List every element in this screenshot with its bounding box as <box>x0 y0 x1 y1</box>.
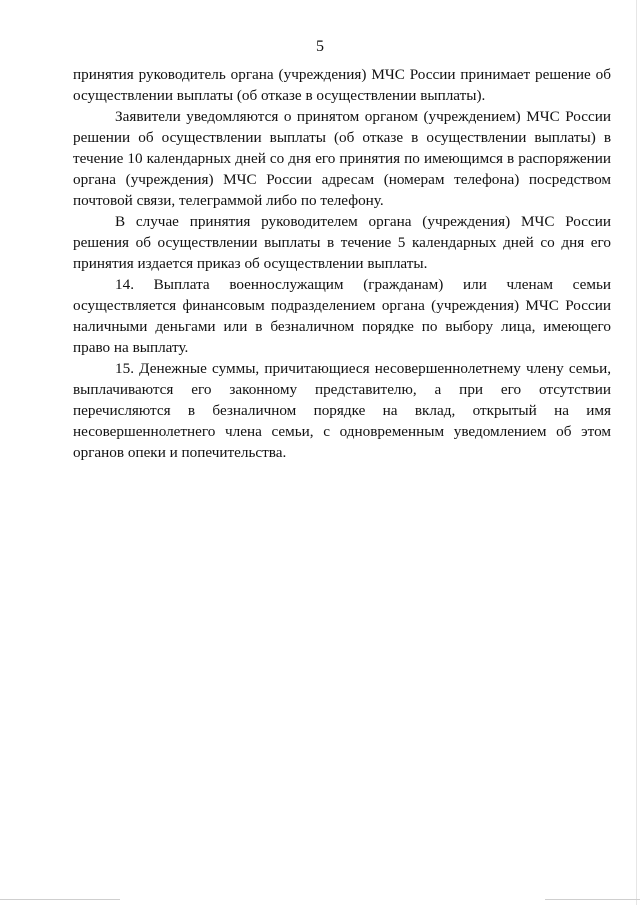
paragraph-item-15: 15. Денежные суммы, причитающиеся несовершеннолетнему члену семьи, выплачиваются его законному представителю, а при его отсутствии перечисляются в безналичном порядке на вклад, открытый на имя несовершеннолетнего члена семьи, с одновременным уведомлением об этом органов опеки и попечительства. <box>73 360 611 461</box>
document-body <box>73 64 611 463</box>
paragraph-order: В случае принятия руководителем органа (учреждения) МЧС России решения об осуществлении выплаты в течение 5 календарных дней со дня его принятия издается приказ об осуществлении выплаты. <box>73 213 611 272</box>
scan-mark-right-edge <box>636 0 637 905</box>
scan-mark-bottom-left <box>0 899 120 900</box>
page-number: 5 <box>316 38 324 55</box>
paragraph-item-14: 14. Выплата военнослужащим (гражданам) или членам семьи осуществляется финансовым подразделением органа (учреждения) МЧС России наличными деньгами или в безналичном порядке по выбору лица, имеющего право на выплату. <box>73 276 611 356</box>
paragraph-notification: Заявители уведомляются о принятом органом (учреждением) МЧС России решении об осуществлении выплаты (об отказе в осуществлении выплаты) в течение 10 календарных дней со дня его принятия по имеющимся в распоряжении органа (учреждения) МЧС России адресам (номерам телефона) посредством почтовой связи, телеграммой либо по телефону. <box>73 108 611 209</box>
paragraph-continuation: принятия руководитель органа (учреждения) МЧС России принимает решение об осуществлении выплаты (об отказе в осуществлении выплаты). <box>73 66 611 104</box>
scan-mark-bottom-right <box>545 899 640 900</box>
